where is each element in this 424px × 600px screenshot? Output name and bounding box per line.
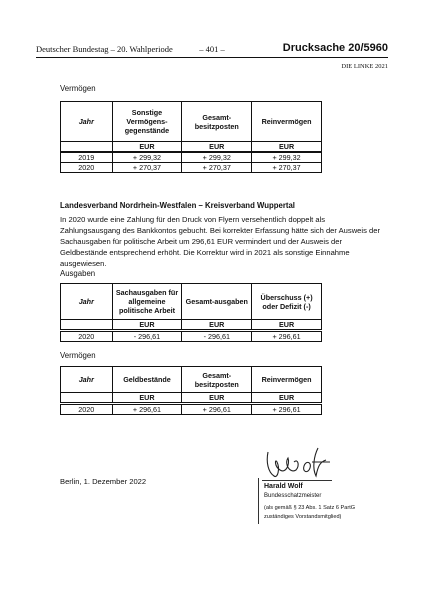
section-heading: Landesverband Nordrhein-Westfalen – Kreisverband Wuppertal xyxy=(60,201,295,210)
col-header: Sonstige Vermögens-gegenstände xyxy=(112,102,182,142)
signer-note-line-1: (als gemäß § 23 Abs. 1 Satz 6 PartG xyxy=(264,505,356,511)
signer-note-line-2: zuständiges Vorstandsmitglied) xyxy=(264,514,342,520)
value-cell: + 296,61 xyxy=(252,404,322,415)
value-cell: + 270,37 xyxy=(252,163,322,173)
place-date: Berlin, 1. Dezember 2022 xyxy=(60,477,147,486)
parliament-label: Deutscher Bundestag – 20. Wahlperiode xyxy=(36,44,173,54)
col-header: Sachausgaben für allgemeine politische Arbeit xyxy=(112,284,182,320)
col-header: Gesamt-besitzposten xyxy=(182,102,252,142)
unit-cell: EUR xyxy=(182,393,252,404)
explanation-paragraph: In 2020 wurde eine Zahlung für den Druck von Flyern versehentlich doppelt als Zahlungsausgang des Bankkontos gebucht. Bei korrekter Erfassung hätte sich der Ausweis der Sachausgaben für politische Arbeit um 296,61 EUR vermindert und der Ausweis der Geldbestände entsprechend erhöht. Die Korrektur wird in 2021 als sonstige Einnahme ausgewiesen. xyxy=(60,215,380,268)
value-cell: + 270,37 xyxy=(112,163,182,173)
table-row xyxy=(61,404,322,415)
section-label-ausgaben: Ausgaben xyxy=(60,269,96,278)
page-header xyxy=(36,44,388,58)
value-cell: - 296,61 xyxy=(112,331,182,342)
signer-name: Harald Wolf xyxy=(264,483,303,490)
year-cell: 2019 xyxy=(61,152,113,163)
year-cell: 2020 xyxy=(61,163,113,173)
unit-cell: EUR xyxy=(112,393,182,404)
unit-cell: EUR xyxy=(182,142,252,153)
unit-cell: EUR xyxy=(112,142,182,153)
col-header: Reinvermögen xyxy=(252,367,322,393)
value-cell: + 296,61 xyxy=(182,404,252,415)
year-cell: 2020 xyxy=(61,404,113,415)
party-label: DIE LINKE 2021 xyxy=(341,63,388,70)
col-header: Überschuss (+) oder Defizit (-) xyxy=(252,284,322,320)
col-header: Jahr xyxy=(61,284,113,320)
value-cell: + 296,61 xyxy=(252,331,322,342)
signer-role: Bundesschatzmeister xyxy=(264,493,322,499)
unit-cell: EUR xyxy=(112,320,182,331)
value-cell: + 299,32 xyxy=(252,152,322,163)
value-cell: + 299,32 xyxy=(182,152,252,163)
unit-cell: EUR xyxy=(252,320,322,331)
table-row xyxy=(61,152,322,163)
col-header: Jahr xyxy=(61,367,113,393)
unit-cell: EUR xyxy=(252,393,322,404)
page-number: – 401 – xyxy=(199,44,225,54)
value-cell: + 299,32 xyxy=(112,152,182,163)
signature-line xyxy=(262,480,332,481)
section-label-vermoegen-2: Vermögen xyxy=(60,351,96,360)
header-rule xyxy=(36,57,388,58)
table-vermoegen-2 xyxy=(60,366,322,415)
document-number: Drucksache 20/5960 xyxy=(282,42,388,54)
value-cell: + 296,61 xyxy=(112,404,182,415)
col-header: Jahr xyxy=(61,102,113,142)
section-label-vermoegen: Vermögen xyxy=(60,84,96,93)
year-cell: 2020 xyxy=(61,331,113,342)
col-header: Gesamt-besitzposten xyxy=(182,367,252,393)
table-row xyxy=(61,331,322,342)
col-header: Reinvermögen xyxy=(252,102,322,142)
col-header: Geldbestände xyxy=(112,367,182,393)
col-header: Gesamt-ausgaben xyxy=(182,284,252,320)
unit-cell: EUR xyxy=(252,142,322,153)
value-cell: - 296,61 xyxy=(182,331,252,342)
value-cell: + 270,37 xyxy=(182,163,252,173)
unit-cell: EUR xyxy=(182,320,252,331)
table-ausgaben xyxy=(60,283,322,342)
table-row xyxy=(61,163,322,173)
table-vermoegen-1 xyxy=(60,101,322,173)
